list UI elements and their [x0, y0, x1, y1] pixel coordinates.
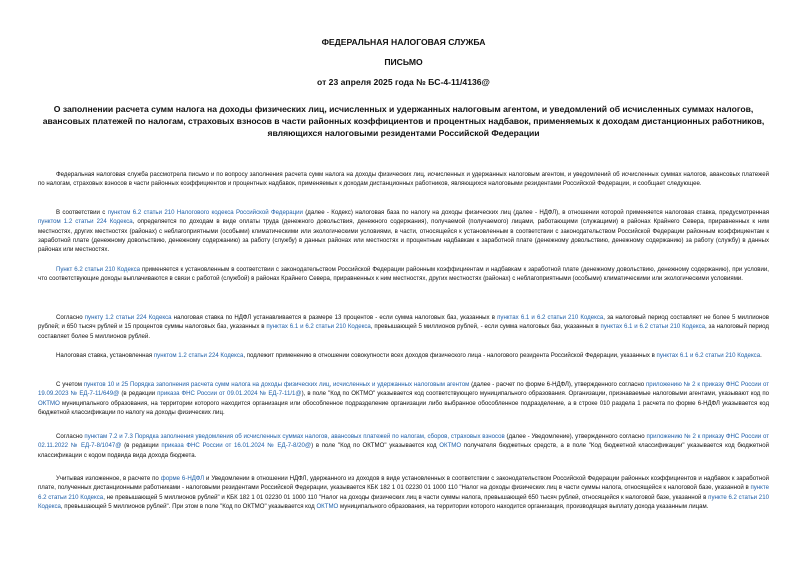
paragraph-text: Учитывая изложенное, в расчете по [56, 475, 161, 482]
document-link[interactable]: ОКТМО [316, 502, 339, 510]
paragraph-text: Налоговая ставка, установленная [56, 352, 154, 359]
paragraph [38, 265, 769, 284]
paragraph [38, 313, 769, 341]
paragraph-text: (в редакции [119, 390, 158, 398]
paragraph-text: Федеральная налоговая служба рассмотрела письмо и по вопросу заполнения расчета сумм налога на доходы физических лиц, исчисленных и удержанных налоговым агентом, и уведомлений об исчисленных суммах налогов, авансовых платежей по налогам, страховых взносов в части районных коэффициентов и процентных надбавок, применяемых к доходам дистанционных работников, являющихся налоговыми резидентами Российской Федерации, и сообщает следующее. [38, 171, 769, 188]
paragraph-text: , превышающей 5 миллионов рублей, - если сумма налоговых баз, указанных в [370, 323, 601, 331]
document-type: ПИСЬМО [384, 57, 423, 67]
paragraph-text: муниципального образования, на территории которого находится организация, производящая выплату дохода указанным лицам. [338, 502, 709, 510]
document-link[interactable]: приложению № 2 к приказу ФНС России от 19.09.2023 № ЕД-7-11/649@ [38, 381, 770, 398]
paragraph-text: Согласно [56, 314, 85, 321]
paragraph-text: , подлежит применению в отношении совокупности всех доходов физического лица - налогового резидента Российской Федерации, указанных в [243, 352, 657, 359]
paragraph-text: , не превышающей 5 миллионов рублей" и КБК 182 1 01 02230 01 1000 110 "Налог на доходы физических лиц в части суммы налога, превышающей 650 тысяч рублей, относящейся к налоговой базе, указанной в [103, 493, 709, 501]
paragraph-text: (далее - Уведомление), утвержденного согласно [504, 433, 647, 440]
paragraph [38, 432, 769, 460]
document-link[interactable]: пункте 6.2 статьи 210 Кодекса [38, 484, 769, 501]
paragraph-text: (в редакции [121, 442, 162, 450]
paragraph-text: получателя бюджетных средств, а в поле "Код бюджетной классификации" указывается код бюджетной классификации с кодом подвида вида дохода бюджета. [38, 442, 770, 459]
paragraph-text: ) в поле "Код по ОКТМО" указывается код [311, 442, 440, 450]
paragraph-text: муниципального образования, на территории которого находится организация или обособленное подразделение организации либо выбранное обособленное подразделение, а в строке 010 раздела 1 расчета по форме 6-НДФЛ указывается код бюджетной классификации по налогу на доходы физических лиц. [38, 399, 769, 416]
paragraph [38, 208, 769, 254]
document-date-number: от 23 апреля 2025 года № БС-4-11/4136@ [317, 77, 490, 87]
document-link[interactable]: ОКТМО [439, 442, 462, 450]
paragraph [38, 170, 769, 189]
document-link[interactable]: пунктах 6.1 и 6.2 статьи 210 Кодекса [600, 323, 706, 331]
document-link[interactable]: пунктом 6.2 статьи 210 Налогового кодекса Российской Федерации [107, 209, 303, 216]
document-link[interactable]: пункте 6.2 статьи 210 Кодекса [38, 493, 769, 510]
paragraph-text: налоговая ставка по НДФЛ устанавливается в размере 13 процентов - если сумма налоговых баз, указанных в [171, 314, 498, 321]
document-link[interactable]: форме 6-НДФЛ [160, 475, 205, 482]
document-link[interactable]: пунктом 1.2 статьи 224 Кодекса [38, 218, 133, 226]
document-link[interactable]: пунктах 6.1 и 6.2 статьи 210 Кодекса [497, 314, 604, 321]
paragraph-text: С учетом [56, 381, 84, 388]
document-link[interactable]: пунктах 6.1 и 6.2 статьи 210 Кодекса [656, 352, 761, 359]
document-link[interactable]: пунктов 10 и 25 Порядка заполнения расчета сумм налога на доходы физических лиц, исчисленных и удержанных налоговым агентом [83, 381, 470, 388]
paragraph-text: , за налоговый период составляет не более 5 миллионов рублей; и 650 тысяч рублей и 15 процентов суммы налоговых баз, указанных в [38, 314, 769, 331]
document-link[interactable]: пунктом 1.2 статьи 224 Кодекса [153, 352, 244, 359]
paragraph-text: (далее - Кодекс) налоговая база по налогу на доходы физических лиц (далее - НДФЛ), в отношении которой применяется налоговая ставка, предусмотренная [302, 209, 770, 216]
document-link[interactable]: пунктах 6.1 и 6.2 статьи 210 Кодекса [266, 323, 371, 331]
paragraph-text: В соответствии с [56, 209, 108, 216]
letter-subject: О заполнении расчета сумм налога на доходы физических лиц, исчисленных и удержанных налоговым агентом, и уведомлений об исчисленных суммах налогов, авансовых платежей по налогам, страховых взносов в части районных коэффициентов и процентных надбавок, применяемых к доходам дистанционных работников, являющихся налоговыми резидентами Российской Федерации [42, 104, 765, 138]
document-link[interactable]: приказа ФНС России от 16.01.2024 № ЕД-7-8/20@ [161, 442, 312, 450]
document-link[interactable]: пунктам 7.2 и 7.3 Порядка заполнения уведомления об исчисленных суммах налогов, авансовых платежей по налогам, сборов, страховых взносов [84, 433, 505, 440]
paragraph-text: ), в поле "Код по ОКТМО" указывается код соответствующего муниципального образования. Организации, признаваемые налоговыми агентами, указывают код по [301, 390, 770, 398]
document-link[interactable]: приложению № 2 к приказу ФНС России от 02.11.2022 № ЕД-7-8/1047@ [38, 433, 770, 450]
paragraph [38, 474, 769, 511]
paragraph-text: применяется к установленным в соответствии с законодательством Российской Федерации районным коэффициентам и надбавкам к заработной плате (денежному довольствию, денежному содержанию), при условии, что соответствующие доходы выплачиваются в связи с работой (службой) в районах Крайнего Севера, приравненных к ним местностях, других местностях (районах) с неблагоприятными (особыми) климатическими или экологическими условиями. [38, 266, 769, 283]
paragraph-text: , определяется по доходам в виде оплаты труда (денежного довольствия, денежного содержания), получаемой (получаемого) лицами, работающими (служащими) в районах Крайнего Севера, приравненных к ним местностях, других местностях (районах) с неблагоприятными (особыми) климатическими или экологическими условиями, в части, относящейся к установленным в соответствии с законодательством Российской Федерации районным коэффициентам к заработной плате (денежному довольствию, денежному содержанию) за работу (службу) в данных районах или местностях и процентным надбавкам к заработной плате (денежному довольствию, денежному содержанию) за работу (службу) в данных районах или местностях. [38, 218, 769, 254]
document-link[interactable]: ОКТМО [38, 399, 60, 407]
document-link[interactable]: Пункт 6.2 статьи 210 Кодекса [56, 266, 141, 273]
paragraph [38, 380, 769, 417]
document-link[interactable]: пункту 1.2 статьи 224 Кодекса [84, 314, 172, 321]
paragraph [38, 351, 769, 360]
paragraph-text: и Уведомлении в отношении НДФЛ, удержанного из доходов в виде установленных в соответствии с законодательством Российской Федерации районных коэффициентов и надбавок к заработной плате, полученных дистанционными работниками - налоговыми резидентами Российской Федерации, указывается КБК 182 1 01 02230 01 1000 110 "Налог на доходы физических лиц в части суммы налога, относящейся к налоговой базе, указанной в [38, 475, 770, 492]
paragraph-text: , превышающей 5 миллионов рублей". При этом в поле "Код по ОКТМО" указывается код [60, 502, 317, 510]
paragraph-text: , за налоговый период составляет более 5 миллионов рублей. [38, 323, 769, 340]
agency-title: ФЕДЕРАЛЬНАЯ НАЛОГОВАЯ СЛУЖБА [321, 37, 486, 47]
paragraph-text: (далее - расчет по форме 6-НДФЛ), утвержденного согласно [469, 381, 646, 388]
paragraph-text: Согласно [56, 433, 85, 440]
document-link[interactable]: приказа ФНС России от 09.01.2024 № ЕД-7-11/1@ [157, 390, 302, 398]
paragraph-text: . [760, 352, 762, 359]
